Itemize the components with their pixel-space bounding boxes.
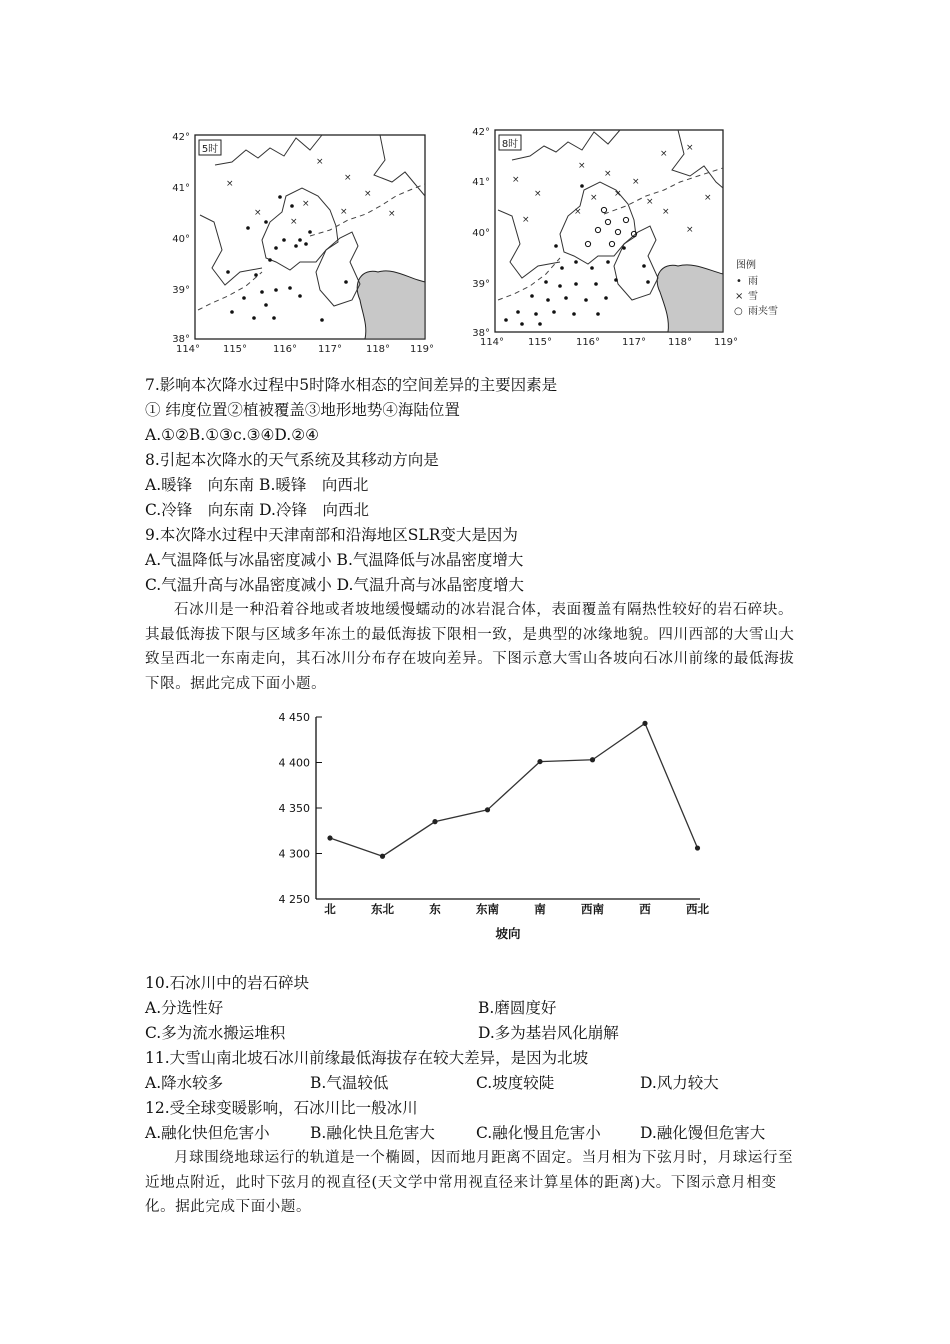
svg-text:×: ×	[614, 189, 622, 199]
lon-label: 118°	[667, 337, 693, 348]
lat-label: 42°	[172, 132, 190, 143]
legend-label-sleet: 雨夹雪	[748, 306, 778, 317]
q11-option-d: D.风力较大	[640, 1074, 719, 1092]
q10-option-d: D.多为基岩风化崩解	[478, 1024, 619, 1042]
q8-options-2: C.冷锋 向东南 D.冷锋 向西北	[145, 501, 369, 519]
svg-text:×: ×	[574, 207, 582, 217]
y-tick-label: 4 250	[278, 893, 310, 906]
q11-option-b: B.气温较低	[310, 1074, 389, 1092]
x-category-label: 东	[429, 902, 441, 916]
map-5h	[172, 132, 434, 355]
lon-label: 116°	[575, 337, 601, 348]
q8-options-1: A.暖锋 向东南 B.暖锋 向西北	[145, 476, 369, 494]
svg-text:×: ×	[686, 225, 694, 235]
lon-label: 118°	[365, 344, 391, 355]
data-point	[590, 757, 595, 762]
svg-text:×: ×	[578, 161, 586, 171]
svg-text:×: ×	[632, 177, 640, 187]
lat-label: 39°	[172, 285, 190, 296]
precipitation-maps	[0, 0, 950, 370]
y-tick-label: 4 300	[278, 847, 310, 861]
chart-xlabel: 坡向	[495, 926, 521, 941]
svg-text:×: ×	[662, 207, 670, 217]
legend-label-snow: 雪	[748, 291, 758, 302]
lat-label: 38°	[172, 334, 190, 345]
lon-label: 115°	[527, 337, 553, 348]
q9-stem: 9.本次降水过程中天津南部和沿海地区SLR变大是因为	[145, 526, 518, 544]
svg-text:×: ×	[226, 179, 234, 189]
svg-text:×: ×	[660, 149, 668, 159]
lat-label: 42°	[472, 127, 490, 138]
svg-text:×: ×	[302, 199, 310, 209]
q11-option-c: C.坡度较陡	[476, 1074, 555, 1092]
q7-items: ① 纬度位置②植被覆盖③地形地势④海陆位置	[145, 401, 460, 419]
q10-option-a: A.分选性好	[145, 999, 224, 1017]
q10-stem: 10.石冰川中的岩石碎块	[145, 974, 310, 992]
lat-label: 40°	[472, 228, 490, 239]
series-line	[330, 723, 698, 856]
rock-glacier-altitude-chart	[0, 695, 950, 955]
svg-text:×: ×	[522, 215, 530, 225]
sea-area	[357, 271, 425, 339]
legend-label-rain: 雨	[748, 276, 758, 287]
legend-title: 图例	[736, 260, 756, 271]
q11-stem: 11.大雪山南北坡石冰川前缘最低海拔存在较大差异，是因为北坡	[145, 1049, 589, 1067]
x-category-label: 东南	[476, 902, 499, 916]
y-tick-label: 4 450	[278, 711, 310, 724]
q7-stem: 7.影响本次降水过程中5时降水相态的空间差异的主要因素是	[145, 376, 558, 394]
q12-stem: 12.受全球变暖影响，石冰川比一般冰川	[145, 1099, 418, 1117]
lat-label: 38°	[472, 328, 490, 339]
map-8h	[472, 127, 738, 348]
map-legend	[734, 258, 778, 317]
q12-option-a: A.融化快但危害小	[145, 1124, 270, 1142]
data-point	[537, 759, 542, 764]
data-point	[485, 807, 490, 812]
svg-text:×: ×	[290, 217, 298, 227]
y-tick-label: 4 400	[278, 756, 310, 770]
svg-text:×: ×	[686, 143, 694, 153]
q9-options-1: A.气温降低与冰晶密度减小 B.气温降低与冰晶密度增大	[145, 551, 524, 569]
legend-symbol-rain: •	[736, 276, 742, 287]
svg-text:×: ×	[512, 175, 520, 185]
x-category-label: 南	[534, 902, 546, 916]
data-point	[432, 819, 437, 824]
data-point	[380, 854, 385, 859]
q12-option-c: C.融化慢且危害小	[476, 1124, 601, 1142]
x-category-label: 西北	[686, 902, 709, 916]
q12-option-b: B.融化快且危害大	[310, 1124, 435, 1142]
svg-text:×: ×	[344, 173, 352, 183]
q9-options-2: C.气温升高与冰晶密度减小 D.气温升高与冰晶密度增大	[145, 576, 524, 594]
q12-option-d: D.融化馒但危害大	[640, 1124, 766, 1142]
svg-text:×: ×	[316, 157, 324, 167]
q8-stem: 8.引起本次降水的天气系统及其移动方向是	[145, 451, 439, 469]
svg-text:×: ×	[388, 209, 396, 219]
map-label-8h: 8时	[501, 139, 519, 150]
svg-text:×: ×	[254, 208, 262, 218]
data-point	[695, 845, 700, 850]
lat-label: 39°	[472, 279, 490, 290]
passage-rock-glacier: 石冰川是一种沿着谷地或者坡地缓慢蠕动的冰岩混合体，表面覆盖有隔热性较好的岩石碎块。其最低海拔下限与区域多年冻土的最低海拔下限相一致，是典型的冰缘地貌。四川西部的大雪山大致呈西北一东南走向，其石冰川分布存在坡向差异。下图示意大雪山各坡向石冰川前缘的最低海拔下限。据此完成下面小题。	[145, 602, 795, 692]
data-point	[642, 721, 647, 726]
x-category-label: 东北	[371, 902, 394, 916]
svg-text:×: ×	[646, 197, 654, 207]
lat-label: 41°	[172, 183, 190, 194]
lon-label: 114°	[175, 344, 201, 355]
q10-option-c: C.多为流水搬运堆积	[145, 1024, 286, 1042]
passage-moon-phase: 月球围绕地球运行的轨道是一个椭圆，因而地月距离不固定。当月相为下弦月时，月球运行至近地点附近，此时下弦月的视直径(天文学中常用视直径来计算星体的距离)大。下图示意月相变化。据此完成下面小题。	[145, 1150, 794, 1215]
svg-text:×: ×	[704, 193, 712, 203]
svg-text:×: ×	[364, 189, 372, 199]
legend-symbol-sleet: ○	[734, 306, 743, 317]
x-category-label: 西南	[581, 902, 604, 916]
y-tick-label: 4 350	[278, 802, 310, 815]
svg-text:×: ×	[604, 169, 612, 179]
q11-option-a: A.降水较多	[145, 1074, 224, 1092]
data-point	[327, 835, 332, 840]
lat-label: 40°	[172, 234, 190, 245]
x-category-label: 西	[639, 902, 651, 916]
legend-symbol-snow: ×	[735, 291, 744, 302]
lon-label: 117°	[317, 344, 343, 355]
lon-label: 116°	[272, 344, 298, 355]
lon-label: 117°	[621, 337, 647, 348]
lon-label: 119°	[409, 344, 435, 355]
lon-label: 114°	[479, 337, 505, 348]
lon-label: 115°	[222, 344, 248, 355]
x-category-label: 北	[324, 902, 336, 916]
lat-label: 41°	[472, 177, 490, 188]
lon-label: 119°	[713, 337, 739, 348]
q7-options: A.①②B.①③c.③④D.②④	[145, 426, 320, 444]
svg-text:×: ×	[534, 189, 542, 199]
svg-text:×: ×	[590, 193, 598, 203]
q10-option-b: B.磨圆度好	[478, 999, 557, 1017]
svg-text:×: ×	[340, 207, 348, 217]
map-label-5h: 5时	[201, 144, 219, 155]
